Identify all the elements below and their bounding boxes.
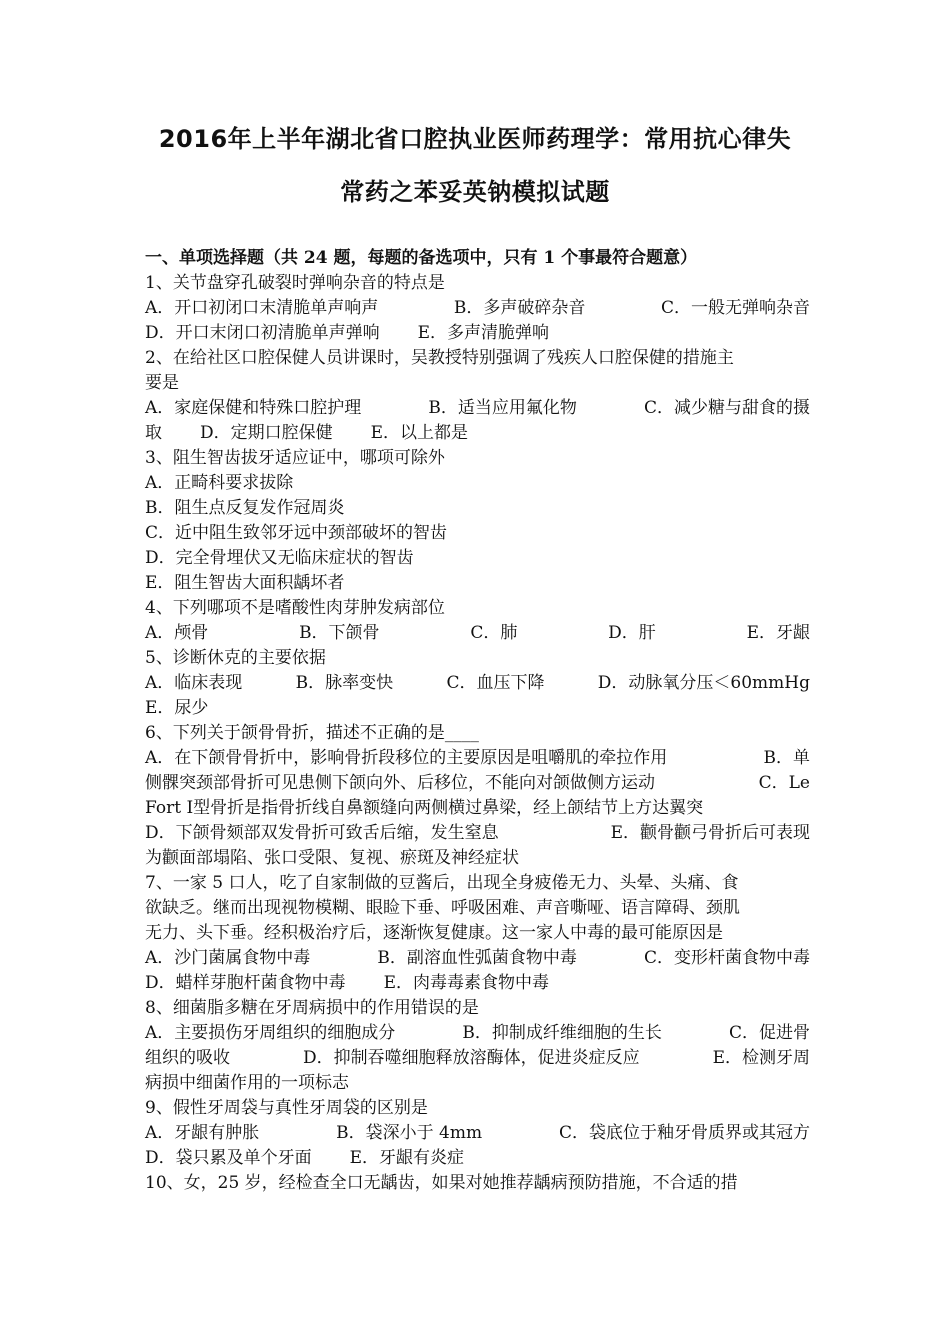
option-q6b-0: 侧髁突颈部骨折可见患侧下颌向外、后移位，不能向对颌做侧方运动: [145, 773, 655, 793]
option-q8a-0: A．主要损伤牙周组织的细胞成分: [145, 1023, 396, 1043]
option-q4a-3: D．肝: [608, 623, 656, 643]
option-q7a-0: A．沙门菌属食物中毒: [145, 948, 311, 968]
text-line-q6: 6、下列关于颌骨骨折，描述不正确的是____: [145, 723, 479, 743]
option-q7d-0: D．蜡样芽胞杆菌食物中毒: [145, 973, 346, 993]
text-line-q7a: [145, 946, 810, 971]
text-line-q5b: E．尿少: [145, 698, 209, 718]
text-line-q3d: D．完全骨埋伏又无临床症状的智齿: [145, 548, 414, 568]
text-line-q8: 8、细菌脂多糖在牙周病损中的作用错误的是: [145, 998, 479, 1018]
text-line-q8b: [145, 1046, 810, 1071]
text-line-q8c: 病损中细菌作用的一项标志: [145, 1073, 349, 1093]
text-line-q5a: [145, 671, 810, 696]
text-line-q7d: [145, 971, 810, 996]
text-line-q5: 5、诊断休克的主要依据: [145, 648, 326, 668]
text-line-q9b: [145, 1146, 810, 1171]
option-q1b-1: E．多声清脆弹响: [417, 323, 550, 343]
option-q2a-2: C．减少糖与甜食的摄: [643, 398, 810, 418]
text-line-q1: 1、关节盘穿孔破裂时弹响杂音的特点是: [145, 273, 445, 293]
document-title-line-2: 常药之苯妥英钠模拟试题: [340, 178, 610, 206]
text-line-q2b: [145, 421, 810, 446]
option-q5a-3: D．动脉氧分压＜60mmHg: [597, 673, 810, 693]
text-line-q4a: [145, 621, 810, 646]
text-line-q3: 3、阻生智齿拔牙适应证中，哪项可除外: [145, 448, 445, 468]
option-q8a-1: B．抑制成纤维细胞的生长: [462, 1023, 662, 1043]
option-q5a-2: C．血压下降: [446, 673, 545, 693]
option-q4a-4: E．牙龈: [746, 623, 810, 643]
text-line-q8a: [145, 1021, 810, 1046]
option-q1a-1: B．多声破碎杂音: [453, 298, 586, 318]
option-q2a-1: B．适当应用氟化物: [428, 398, 577, 418]
option-q4a-0: A．颅骨: [145, 623, 209, 643]
text-line-q9: 9、假性牙周袋与真性牙周袋的区别是: [145, 1098, 428, 1118]
text-line-q3c: C．近中阻生致邻牙远中颈部破坏的智齿: [145, 523, 448, 543]
text-line-q1b: [145, 321, 810, 346]
text-line-q6c: Fort Ⅰ型骨折是指骨折线自鼻额缝向两侧横过鼻梁，经上颌结节上方达翼突: [145, 798, 704, 818]
option-q6d-0: D．下颌骨颏部双发骨折可致舌后缩，发生窒息: [145, 823, 499, 843]
option-q9a-0: A．牙龈有肿胀: [145, 1123, 260, 1143]
text-line-q6a: [145, 746, 810, 771]
document-body: [145, 246, 810, 1196]
text-line-q2: 2、在给社区口腔保健人员讲课时，吴教授特别强调了残疾人口腔保健的措施主: [145, 348, 734, 368]
text-line-q3e: E．阻生智齿大面积龋坏者: [145, 573, 345, 593]
option-q8a-2: C．促进骨: [728, 1023, 810, 1043]
option-q8b-0: 组织的吸收: [145, 1048, 230, 1068]
option-q7a-1: B．副溶血性弧菌食物中毒: [377, 948, 577, 968]
option-q9a-1: B．袋深小于 4mm: [336, 1123, 483, 1143]
option-q5a-0: A．临床表现: [145, 673, 243, 693]
option-q2b-1: D．定期口腔保健: [200, 423, 333, 443]
option-q6d-1: E．颧骨颧弓骨折后可表现: [610, 823, 810, 843]
section-heading: 一、单项选择题（共 24 题，每题的备选项中，只有 1 个事最符合题意）: [145, 248, 698, 268]
option-q4a-2: C．肺: [470, 623, 518, 643]
text-line-q7b: 欲缺乏。继而出现视物模糊、眼睑下垂、呼吸困难、声音嘶哑、语言障碍、颈肌: [145, 898, 740, 918]
option-q4a-1: B．下颌骨: [299, 623, 380, 643]
document-title-line-1: 2016年上半年湖北省口腔执业医师药理学：常用抗心律失: [158, 125, 792, 153]
option-q1b-0: D．开口末闭口初清脆单声弹响: [145, 323, 380, 343]
option-q6b-1: C．Le: [758, 773, 810, 793]
option-q5a-1: B．脉率变快: [295, 673, 394, 693]
text-line-q7c: 无力、头下垂。经积极治疗后，逐渐恢复健康。这一家人中毒的最可能原因是: [145, 923, 723, 943]
text-line-q6b: [145, 771, 810, 796]
option-q6a-0: A．在下颌骨骨折中，影响骨折段移位的主要原因是咀嚼肌的牵拉作用: [145, 748, 668, 768]
text-line-q9a: [145, 1121, 810, 1146]
option-q9b-0: D．袋只累及单个牙面: [145, 1148, 312, 1168]
option-q1a-2: C．一般无弹响杂音: [660, 298, 810, 318]
text-line-q1a: [145, 296, 810, 321]
text-line-q2c: 要是: [145, 373, 179, 393]
option-q2a-0: A．家庭保健和特殊口腔护理: [145, 398, 362, 418]
text-line-q10: 10、女，25 岁，经检查全口无龋齿，如果对她推荐龋病预防措施，不合适的措: [145, 1173, 738, 1193]
option-q8b-2: E．检测牙周: [712, 1048, 810, 1068]
option-q2b-0: 取: [145, 423, 162, 443]
option-q7a-2: C．变形杆菌食物中毒: [643, 948, 810, 968]
option-q1a-0: A．开口初闭口末清脆单声响声: [145, 298, 379, 318]
text-line-q6d: [145, 821, 810, 846]
question-list: [145, 271, 810, 1196]
text-line-q2a: [145, 396, 810, 421]
text-line-q7: 7、一家 5 口人，吃了自家制做的豆酱后，出现全身疲倦无力、头晕、头痛、食: [145, 873, 739, 893]
text-line-q4: 4、下列哪项不是嗜酸性肉芽肿发病部位: [145, 598, 445, 618]
option-q9b-1: E．牙龈有炎症: [349, 1148, 465, 1168]
text-line-q3a: A．正畸科要求拔除: [145, 473, 294, 493]
option-q9a-2: C．袋底位于釉牙骨质界或其冠方: [558, 1123, 810, 1143]
option-q2b-2: E．以上都是: [370, 423, 469, 443]
option-q7d-1: E．肉毒毒素食物中毒: [383, 973, 550, 993]
option-q8b-1: D．抑制吞噬细胞释放溶酶体，促进炎症反应: [302, 1048, 640, 1068]
text-line-q3b: B．阻生点反复发作冠周炎: [145, 498, 345, 518]
option-q6a-1: B．单: [763, 748, 810, 768]
text-line-q6e: 为颧面部塌陷、张口受限、复视、瘀斑及神经症状: [145, 848, 519, 868]
